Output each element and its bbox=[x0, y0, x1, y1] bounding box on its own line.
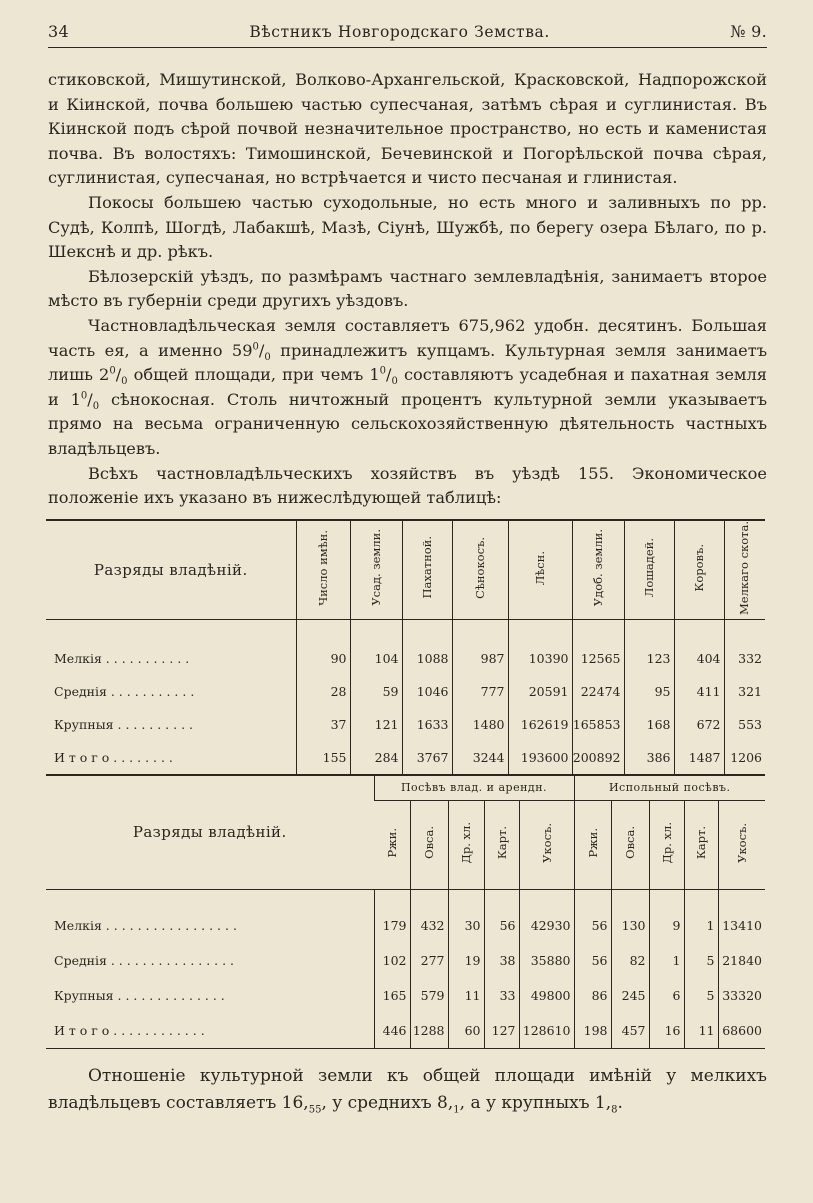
crops-cell: 179 bbox=[374, 908, 410, 943]
crops-cell: 56 bbox=[574, 908, 611, 943]
crops-cell: 82 bbox=[611, 943, 649, 978]
col-header bbox=[718, 800, 765, 889]
holdings-cell: 332 bbox=[724, 642, 765, 675]
crops-table bbox=[46, 774, 765, 1049]
col-header bbox=[574, 800, 611, 889]
crops-cell: 165 bbox=[374, 978, 410, 1013]
col-header-rye: Ржи. bbox=[384, 827, 399, 858]
crops-cell: 56 bbox=[484, 908, 519, 943]
crops-cell: 432 bbox=[410, 908, 448, 943]
holdings-cell: 1088 bbox=[402, 642, 452, 675]
crops-row-label: И т о г о . . . . . . . . . . . . bbox=[54, 1022, 205, 1038]
crops-cell: 68600 bbox=[718, 1013, 765, 1049]
crops-row-label: Среднія . . . . . . . . . . . . . . . . bbox=[54, 952, 235, 968]
crops-cell: 277 bbox=[410, 943, 448, 978]
col-header bbox=[674, 520, 724, 619]
col-header bbox=[448, 800, 484, 889]
crops-group-row bbox=[46, 775, 765, 801]
p4-part-c: общей площади, при чемъ 1 bbox=[127, 365, 380, 385]
holdings-cell: 553 bbox=[724, 708, 765, 741]
holdings-row-label: И т о г о . . . . . . . . bbox=[54, 749, 173, 765]
pct-sub-2: 0 bbox=[121, 376, 128, 388]
crops-cell: 9 bbox=[649, 908, 684, 943]
col-header-oats-share: Овса. bbox=[623, 826, 637, 860]
crops-cell: 245 bbox=[611, 978, 649, 1013]
holdings-cell: 104 bbox=[350, 642, 402, 675]
final-part-a: Отношеніе культурной земли къ общей площади имѣній у мелкихъ владѣльцевъ составляетъ 16, bbox=[48, 1065, 767, 1113]
crops-cell: 16 bbox=[649, 1013, 684, 1049]
holdings-row bbox=[46, 642, 765, 675]
crops-cell: 56 bbox=[574, 943, 611, 978]
crops-cell: 11 bbox=[684, 1013, 718, 1049]
col-header-cows: Коровъ. bbox=[691, 543, 706, 592]
paragraph-2: Покосы большею частью суходольные, но есть много и заливныхъ по рр. Судѣ, Колпѣ, Шогдѣ, Лабакшѣ, Мазѣ, Сіунѣ, Шужбѣ, по берегу озера Бѣлаго, по р. Шекснѣ и др. рѣкъ. bbox=[48, 192, 767, 262]
crops-row bbox=[46, 943, 765, 978]
issue-number: № 9. bbox=[730, 22, 767, 41]
crops-row bbox=[46, 908, 765, 943]
holdings-cell: 1480 bbox=[452, 708, 508, 741]
page-number: 34 bbox=[48, 22, 69, 41]
crops-row bbox=[46, 978, 765, 1013]
holdings-cell: 12565 bbox=[572, 642, 624, 675]
paragraph-3: Бѣлозерскій уѣздъ, по размѣрамъ частнаго землевладѣнія, занимаетъ второе мѣсто въ губерніи среди другихъ уѣздовъ. bbox=[48, 266, 767, 311]
pct-sub-1: 0 bbox=[264, 351, 271, 363]
paragraph-4: Частновладѣльческая земля составляетъ 675,962 удобн. десятинъ. Большая часть ея, а именно $59^0/_0$ принадлежитъ купцамъ. Культурная земля занимаетъ лишь $2^0/_0$ общей площади, при чемъ $1^0/_0$ составляютъ усадебная и пахатная земля и $1^0/_0$ сѣнокосная. Столь ничтожный процентъ культурной земли указываетъ прямо на весьма ограниченную сельскохозяйственную дѣятельность частныхъ владѣльцевъ. bbox=[48, 315, 768, 458]
crops-cell: 42930 bbox=[519, 908, 574, 943]
holdings-cell: 284 bbox=[350, 741, 402, 774]
col-header-small-livestock: Мелкаго скота. bbox=[737, 520, 752, 615]
col-header bbox=[649, 800, 684, 889]
category-header: Разряды владѣній. bbox=[46, 520, 296, 619]
col-header-arable: Пахатной. bbox=[419, 536, 434, 599]
col-header bbox=[684, 800, 718, 889]
holdings-row-label: Среднія . . . . . . . . . . . bbox=[54, 683, 195, 699]
holdings-cell: 777 bbox=[452, 675, 508, 708]
holdings-cell: 59 bbox=[350, 675, 402, 708]
col-header-other-grain-share: Др. хл. bbox=[659, 821, 674, 864]
col-header bbox=[350, 520, 402, 619]
col-header-forest: Лѣсн. bbox=[532, 550, 547, 585]
col-header bbox=[484, 800, 519, 889]
holdings-cell: 37 bbox=[296, 708, 350, 741]
crops-cell: 457 bbox=[611, 1013, 649, 1049]
holdings-cell: 3767 bbox=[402, 741, 452, 774]
holdings-cell: 123 bbox=[624, 642, 674, 675]
crops-row-label: Крупныя . . . . . . . . . . . . . . bbox=[54, 987, 225, 1003]
crops-row bbox=[46, 1013, 765, 1049]
holdings-row-label: Крупныя . . . . . . . . . . bbox=[54, 716, 193, 732]
crops-cell: 130 bbox=[611, 908, 649, 943]
crops-cell: 446 bbox=[374, 1013, 410, 1049]
col-header-oats: Овса. bbox=[422, 826, 436, 860]
holdings-cell: 121 bbox=[350, 708, 402, 741]
col-header-other-grain: Др. хл. bbox=[459, 821, 473, 864]
holdings-cell: 22474 bbox=[572, 675, 624, 708]
crops-cell: 13410 bbox=[718, 908, 765, 943]
pct-sup-3: 0 bbox=[379, 365, 387, 377]
crops-cell: 579 bbox=[410, 978, 448, 1013]
p4-part-d: составляютъ усадебная и пахатная земля и 1 bbox=[48, 365, 767, 409]
holdings-row bbox=[46, 675, 765, 708]
page-header bbox=[48, 22, 767, 48]
holdings-cell: 1206 bbox=[724, 741, 765, 774]
crops-cell: 6 bbox=[649, 978, 684, 1013]
col-header-potato-share: Карт. bbox=[694, 826, 708, 860]
spacer-row bbox=[46, 619, 765, 642]
group-share-sowing: Испольный посѣвъ. bbox=[574, 775, 765, 801]
col-header-potato: Карт. bbox=[494, 826, 509, 860]
col-header-hayfield: Сѣнокосъ. bbox=[472, 536, 487, 599]
holdings-cell: 168 bbox=[624, 708, 674, 741]
col-header bbox=[519, 800, 574, 889]
holdings-cell: 28 bbox=[296, 675, 350, 708]
crops-cell: 21840 bbox=[718, 943, 765, 978]
crops-cell: 11 bbox=[448, 978, 484, 1013]
pct-sub-4: 0 bbox=[92, 400, 100, 412]
col-header bbox=[296, 520, 350, 619]
crops-row-label: Мелкія . . . . . . . . . . . . . . . . . bbox=[54, 917, 237, 933]
col-header bbox=[611, 800, 649, 889]
col-header bbox=[374, 800, 410, 889]
final-part-b: , у среднихъ 8, bbox=[321, 1092, 454, 1113]
holdings-cell: 1633 bbox=[402, 708, 452, 741]
holdings-cell: 165853 bbox=[572, 708, 624, 741]
paragraph-1: стиковской, Мишутинской, Волково-Архангельской, Красковской, Надпорожской и Кіинской, почва большею частью супесчаная, затѣмъ сѣрая и суглинистая. Въ Кіинской подъ сѣрой почвой незначительное пространство, но есть и каменистая почва. Въ волостяхъ: Тимошинской, Бечевинской и Погорѣльской почва сѣрая, суглинистая, супесчаная, но встрѣчается и чисто песчаная и глинистая. bbox=[48, 70, 767, 188]
holdings-cell: 155 bbox=[296, 741, 350, 774]
group-own-sowing: Посѣвъ влад. и арендн. bbox=[374, 775, 574, 801]
holdings-row-label: Мелкія . . . . . . . . . . . bbox=[54, 650, 190, 666]
final-sub-a: 55 bbox=[308, 1104, 322, 1116]
col-header-rye-share: Ржи. bbox=[585, 827, 600, 858]
crops-cell: 5 bbox=[684, 978, 718, 1013]
pct-sup-4: 0 bbox=[80, 390, 88, 402]
col-header bbox=[508, 520, 572, 619]
holdings-cell: 386 bbox=[624, 741, 674, 774]
body-text bbox=[48, 68, 767, 511]
final-part-d: . bbox=[617, 1092, 623, 1113]
final-sub-b: 1 bbox=[453, 1104, 460, 1116]
p4-part-a: Частновладѣльческая земля составляетъ 675,962 удобн. десятинъ. Большая часть ея, а именно 59 bbox=[48, 315, 767, 360]
crops-cell: 33 bbox=[484, 978, 519, 1013]
col-header-usable: Удоб. земли. bbox=[590, 529, 605, 607]
crops-category-header: Разряды владѣній. bbox=[46, 775, 374, 890]
crops-cell: 19 bbox=[448, 943, 484, 978]
p4-part-b: принадлежитъ купцамъ. Культурная земля занимаетъ лишь 2 bbox=[48, 340, 767, 385]
holdings-cell: 321 bbox=[724, 675, 765, 708]
col-header bbox=[724, 520, 765, 619]
crops-cell: 198 bbox=[574, 1013, 611, 1049]
pct-sub-3: 0 bbox=[391, 376, 398, 388]
col-header-mowing-share: Укосъ. bbox=[734, 822, 749, 863]
crops-cell: 49800 bbox=[519, 978, 574, 1013]
holdings-header-row bbox=[46, 520, 765, 619]
final-sub-c: 8 bbox=[611, 1104, 618, 1116]
col-header bbox=[410, 800, 448, 889]
col-header bbox=[452, 520, 508, 619]
holdings-cell: 3244 bbox=[452, 741, 508, 774]
crops-cell: 102 bbox=[374, 943, 410, 978]
col-header-estates: Число имѣн. bbox=[315, 529, 330, 606]
final-part-c: , а у крупныхъ 1, bbox=[459, 1092, 612, 1113]
crops-cell: 1 bbox=[649, 943, 684, 978]
crops-cell: 1288 bbox=[410, 1013, 448, 1049]
col-header-mowing: Укосъ. bbox=[539, 822, 554, 863]
spacer-row bbox=[46, 889, 765, 908]
crops-cell: 60 bbox=[448, 1013, 484, 1049]
holdings-cell: 1046 bbox=[402, 675, 452, 708]
crops-cell: 1 bbox=[684, 908, 718, 943]
crops-cell: 33320 bbox=[718, 978, 765, 1013]
col-header-horses: Лошадей. bbox=[641, 538, 656, 598]
crops-cell: 127 bbox=[484, 1013, 519, 1049]
holdings-table bbox=[46, 519, 765, 774]
holdings-cell: 20591 bbox=[508, 675, 572, 708]
col-header bbox=[624, 520, 674, 619]
holdings-row bbox=[46, 708, 765, 741]
pct-sup-2: 0 bbox=[109, 365, 116, 377]
holdings-cell: 95 bbox=[624, 675, 674, 708]
holdings-cell: 987 bbox=[452, 642, 508, 675]
crops-cell: 35880 bbox=[519, 943, 574, 978]
holdings-cell: 404 bbox=[674, 642, 724, 675]
holdings-cell: 672 bbox=[674, 708, 724, 741]
crops-cell: 128610 bbox=[519, 1013, 574, 1049]
col-header bbox=[402, 520, 452, 619]
col-header bbox=[572, 520, 624, 619]
crops-cell: 38 bbox=[484, 943, 519, 978]
col-header-homestead: Усад. земли. bbox=[368, 529, 383, 606]
final-paragraph bbox=[48, 1063, 767, 1117]
holdings-cell: 200892 bbox=[572, 741, 624, 774]
holdings-cell: 10390 bbox=[508, 642, 572, 675]
pct-sup-1: 0 bbox=[252, 341, 259, 353]
holdings-cell: 411 bbox=[674, 675, 724, 708]
crops-cell: 86 bbox=[574, 978, 611, 1013]
paragraph-5: Всѣхъ частновладѣльческихъ хозяйствъ въ уѣздѣ 155. Экономическое положеніе ихъ указано въ нижеслѣдующей таблицѣ: bbox=[48, 463, 767, 508]
holdings-cell: 90 bbox=[296, 642, 350, 675]
holdings-cell: 193600 bbox=[508, 741, 572, 774]
crops-cell: 30 bbox=[448, 908, 484, 943]
journal-title: Вѣстникъ Новгородскаго Земства. bbox=[249, 23, 550, 41]
holdings-row bbox=[46, 741, 765, 774]
p4-part-e: сѣнокосная. Столь ничтожный процентъ культурной земли указываетъ прямо на весьма ограниченную сельскохозяйственную дѣятельность частныхъ владѣльцевъ. bbox=[48, 389, 768, 458]
holdings-cell: 1487 bbox=[674, 741, 724, 774]
crops-cell: 5 bbox=[684, 943, 718, 978]
holdings-cell: 162619 bbox=[508, 708, 572, 741]
